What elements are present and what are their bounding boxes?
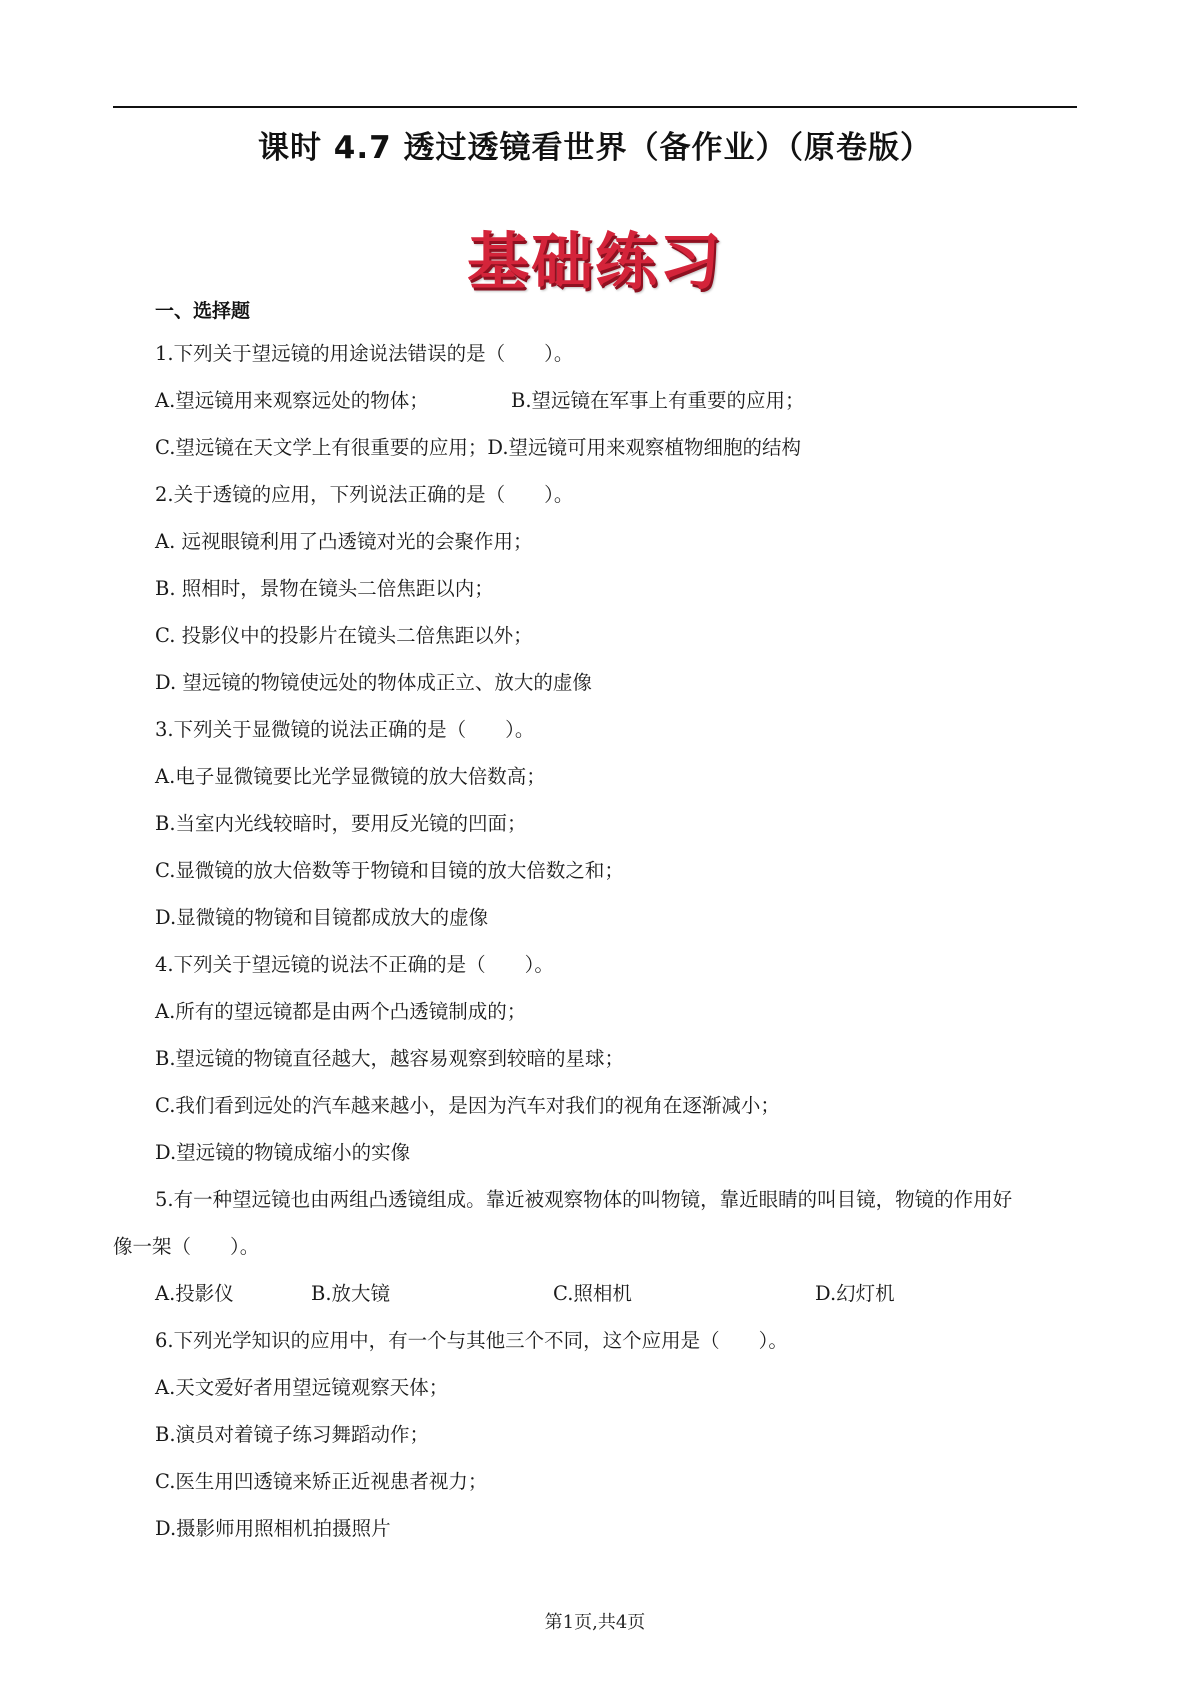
question-4-option-d: D.望远镜的物镜成缩小的实像 [155,1141,411,1164]
question-2-option-d: D. 望远镜的物镜使远处的物体成正立、放大的虚像 [155,671,592,694]
page-title: 课时 4.7 透过透镜看世界（备作业）（原卷版） [258,130,932,166]
question-2-option-b: B. 照相时，景物在镜头二倍焦距以内； [155,577,494,600]
section-banner: 基础练习 [466,225,723,298]
question-5-stem-continued: 像一架（ ）。 [113,1235,260,1258]
question-4-option-b: B.望远镜的物镜直径越大，越容易观察到较暗的星球； [155,1047,625,1070]
question-4-option-a: A.所有的望远镜都是由两个凸透镜制成的； [155,1000,527,1023]
question-3-option-d: D.显微镜的物镜和目镜都成放大的虚像 [155,906,489,929]
question-5-option-c: C.照相机 [553,1282,632,1305]
question-6-option-b: B.演员对着镜子练习舞蹈动作； [155,1423,430,1446]
question-3-option-b: B.当室内光线较暗时，要用反光镜的凹面； [155,812,527,835]
question-4-option-c: C.我们看到远处的汽车越来越小，是因为汽车对我们的视角在逐渐减小； [155,1094,780,1117]
question-4-stem: 4.下列关于望远镜的说法不正确的是（ ）。 [155,953,554,976]
question-5-stem: 5.有一种望远镜也由两组凸透镜组成。靠近被观察物体的叫物镜，靠近眼睛的叫目镜，物镜的作用好 [155,1188,1013,1211]
page-number: 第1页,共4页 [544,1612,646,1633]
question-5-option-d: D.幻灯机 [815,1282,895,1305]
question-1-option-b: B.望远镜在军事上有重要的应用； [511,389,805,412]
question-6-option-a: A.天文爱好者用望远镜观察天体； [155,1376,449,1399]
question-1-stem: 1.下列关于望远镜的用途说法错误的是（ ）。 [155,342,574,365]
question-3-stem: 3.下列关于显微镜的说法正确的是（ ）。 [155,718,535,741]
section-heading: 一、选择题 [155,300,251,322]
question-3-option-a: A.电子显微镜要比光学显微镜的放大倍数高； [155,765,546,788]
question-6-option-c: C.医生用凹透镜来矫正近视患者视力； [155,1470,488,1493]
question-5-option-b: B.放大镜 [311,1282,391,1305]
question-6-stem: 6.下列光学知识的应用中，有一个与其他三个不同，这个应用是（ ）。 [155,1329,788,1352]
question-2-option-c: C. 投影仪中的投影片在镜头二倍焦距以外； [155,624,533,647]
question-2-stem: 2.关于透镜的应用，下列说法正确的是（ ）。 [155,483,574,506]
question-1-option-a: A.望远镜用来观察远处的物体； [155,389,429,412]
question-5-option-a: A.投影仪 [155,1282,234,1305]
question-1-options-cd: C.望远镜在天文学上有很重要的应用；D.望远镜可用来观察植物细胞的结构 [155,436,802,459]
question-2-option-a: A. 远视眼镜利用了凸透镜对光的会聚作用； [155,530,533,553]
question-3-option-c: C.显微镜的放大倍数等于物镜和目镜的放大倍数之和； [155,859,624,882]
question-6-option-d: D.摄影师用照相机拍摄照片 [155,1517,391,1540]
